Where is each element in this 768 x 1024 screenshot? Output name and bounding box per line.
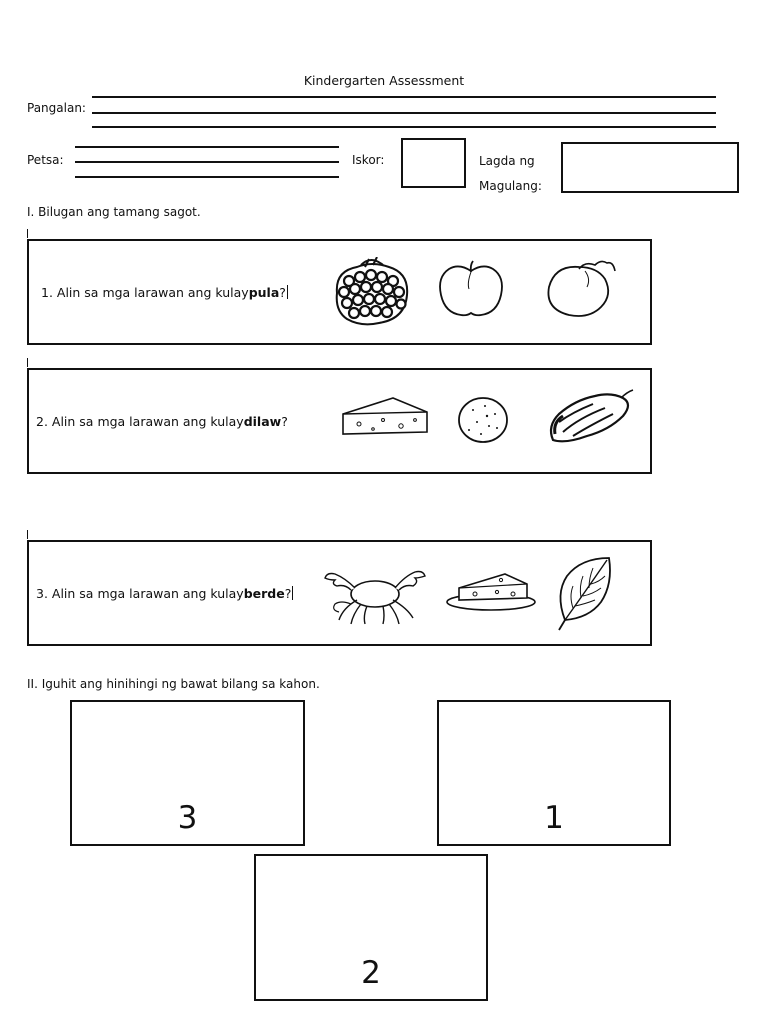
text-cursor-icon	[292, 586, 293, 600]
cheese-on-plate-picture[interactable]	[443, 566, 539, 616]
question-1-suffix: ?	[279, 284, 286, 300]
question-1-color-word: pula	[248, 284, 280, 300]
text-cursor-icon	[287, 285, 288, 299]
drawing-box-3[interactable]	[254, 854, 488, 1001]
question-2-color-word: dilaw	[243, 413, 282, 429]
date-line-2[interactable]	[75, 161, 339, 163]
leaf-picture[interactable]	[551, 554, 617, 634]
name-line-1[interactable]	[92, 96, 716, 98]
part2-instruction: II. Iguhit ang hinihingi ng bawat bilang sa kahon.	[27, 677, 320, 691]
question-1-prefix: 1. Alin sa mga larawan ang kulay	[41, 284, 249, 300]
question-3-tick	[27, 530, 28, 539]
question-2-tick	[27, 358, 28, 367]
drawing-box-1-number: 3	[177, 800, 198, 836]
crab-picture[interactable]	[321, 564, 429, 626]
drawing-box-1[interactable]	[70, 700, 305, 846]
question-2-text	[36, 370, 288, 472]
question-3-prefix: 3. Alin sa mga larawan ang kulay	[36, 585, 244, 601]
drawing-box-2[interactable]	[437, 700, 671, 846]
name-line-2[interactable]	[92, 112, 716, 114]
date-line-3[interactable]	[75, 176, 339, 178]
score-box[interactable]	[401, 138, 466, 188]
question-3-box	[27, 540, 652, 646]
part1-instruction: I. Bilugan ang tamang sagot.	[27, 205, 201, 219]
question-1-tick	[27, 229, 28, 238]
cheese-wedge-picture[interactable]	[335, 392, 431, 444]
signature-label-line2: Magulang:	[479, 179, 542, 193]
question-3-color-word: berde	[243, 585, 285, 601]
name-label: Pangalan:	[27, 101, 86, 115]
page-title: Kindergarten Assessment	[303, 73, 465, 88]
raspberry-picture[interactable]	[327, 257, 417, 329]
question-1-box	[27, 239, 652, 345]
drawing-box-2-number: 1	[544, 800, 564, 836]
tomato-picture[interactable]	[539, 257, 625, 321]
signature-box[interactable]	[561, 142, 739, 193]
apple-picture[interactable]	[431, 259, 511, 319]
question-2-suffix: ?	[281, 413, 288, 429]
question-2-prefix: 2. Alin sa mga larawan ang kulay	[36, 413, 244, 429]
drawing-box-3-number: 2	[361, 955, 381, 991]
score-label: Iskor:	[352, 153, 385, 167]
date-label: Petsa:	[27, 153, 64, 167]
question-3-suffix: ?	[284, 585, 292, 601]
signature-label-line1: Lagda ng	[479, 154, 535, 168]
date-line-1[interactable]	[75, 146, 339, 148]
name-line-3[interactable]	[92, 126, 716, 128]
question-1-text	[41, 241, 288, 343]
question-3-text	[36, 542, 293, 644]
sweet-potato-picture[interactable]	[543, 386, 639, 446]
question-2-box	[27, 368, 652, 474]
orange-picture[interactable]	[451, 392, 515, 448]
